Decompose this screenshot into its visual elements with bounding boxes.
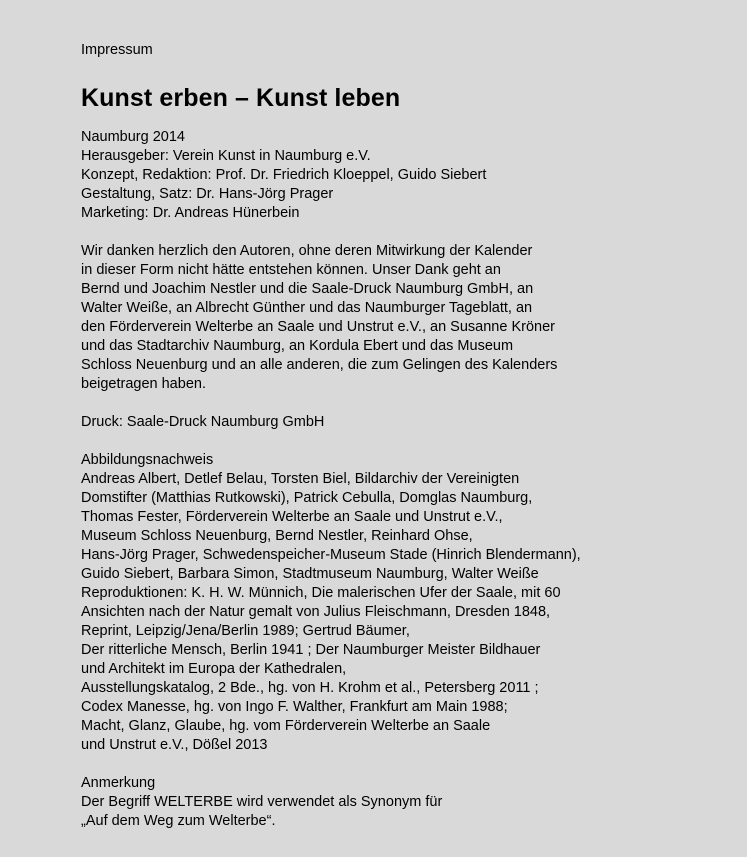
- credits-line: Museum Schloss Neuenburg, Bernd Nestler, Reinhard Ohse,: [81, 528, 473, 544]
- thanks-line: Wir danken herzlich den Autoren, ohne deren Mitwirkung der Kalender: [81, 243, 533, 259]
- info-line: Marketing: Dr. Andreas Hünerbein: [81, 205, 300, 221]
- info-line: Gestaltung, Satz: Dr. Hans-Jörg Prager: [81, 186, 334, 202]
- credits-heading: Abbildungsnachweis: [81, 452, 214, 468]
- credits-line: Reprint, Leipzig/Jena/Berlin 1989; Gertrud Bäumer,: [81, 623, 410, 639]
- section-label: Impressum: [81, 42, 153, 58]
- image-credits: [81, 451, 747, 755]
- remark-line: „Auf dem Weg zum Welterbe“.: [81, 813, 276, 829]
- credits-line: Codex Manesse, hg. von Ingo F. Walther, Frankfurt am Main 1988;: [81, 699, 508, 715]
- acknowledgements: [81, 242, 747, 394]
- spacer: [81, 394, 747, 413]
- thanks-line: Schloss Neuenburg und an alle anderen, die zum Gelingen des Kalenders: [81, 357, 558, 373]
- remark-heading: Anmerkung: [81, 775, 156, 791]
- spacer: [81, 223, 747, 242]
- thanks-line: in dieser Form nicht hätte entstehen können. Unser Dank geht an: [81, 262, 501, 278]
- spacer: [81, 755, 747, 774]
- credits-line: Der ritterliche Mensch, Berlin 1941 ; Der Naumburger Meister Bildhauer: [81, 642, 541, 658]
- credits-line: und Unstrut e.V., Dößel 2013: [81, 737, 268, 753]
- remark: [81, 774, 747, 831]
- credits-line: Hans-Jörg Prager, Schwedenspeicher-Museum Stade (Hinrich Blendermann),: [81, 547, 581, 563]
- credits-line: Thomas Fester, Förderverein Welterbe an Saale und Unstrut e.V.,: [81, 509, 503, 525]
- thanks-line: und das Stadtarchiv Naumburg, an Kordula Ebert und das Museum: [81, 338, 514, 354]
- page-title: Kunst erben – Kunst leben: [81, 84, 401, 112]
- thanks-line: den Förderverein Welterbe an Saale und Unstrut e.V., an Susanne Kröner: [81, 319, 555, 335]
- credits-line: und Architekt im Europa der Kathedralen,: [81, 661, 347, 677]
- credits-line: Domstifter (Matthias Rutkowski), Patrick Cebulla, Domglas Naumburg,: [81, 490, 533, 506]
- print-line: Druck: Saale-Druck Naumburg GmbH: [81, 414, 325, 430]
- print-info: [81, 413, 747, 432]
- info-line: Herausgeber: Verein Kunst in Naumburg e.V.: [81, 148, 371, 164]
- thanks-line: beigetragen haben.: [81, 376, 206, 392]
- thanks-line: Walter Weiße, an Albrecht Günther und das Naumburger Tageblatt, an: [81, 300, 533, 316]
- credits-line: Macht, Glanz, Glaube, hg. vom Förderverein Welterbe an Saale: [81, 718, 491, 734]
- info-line: Naumburg 2014: [81, 129, 185, 145]
- credits-line: Reproduktionen: K. H. W. Münnich, Die malerischen Ufer der Saale, mit 60: [81, 585, 561, 601]
- credits-line: Ansichten nach der Natur gemalt von Julius Fleischmann, Dresden 1848,: [81, 604, 551, 620]
- credits-line: Andreas Albert, Detlef Belau, Torsten Biel, Bildarchiv der Vereinigten: [81, 471, 520, 487]
- credits-line: Guido Siebert, Barbara Simon, Stadtmuseum Naumburg, Walter Weiße: [81, 566, 539, 582]
- spacer: [81, 432, 747, 451]
- credits-line: Ausstellungskatalog, 2 Bde., hg. von H. Krohm et al., Petersberg 2011 ;: [81, 680, 539, 696]
- remark-line: Der Begriff WELTERBE wird verwendet als Synonym für: [81, 794, 443, 810]
- publication-info: [81, 128, 747, 223]
- thanks-line: Bernd und Joachim Nestler und die Saale-Druck Naumburg GmbH, an: [81, 281, 534, 297]
- info-line: Konzept, Redaktion: Prof. Dr. Friedrich Kloeppel, Guido Siebert: [81, 167, 487, 183]
